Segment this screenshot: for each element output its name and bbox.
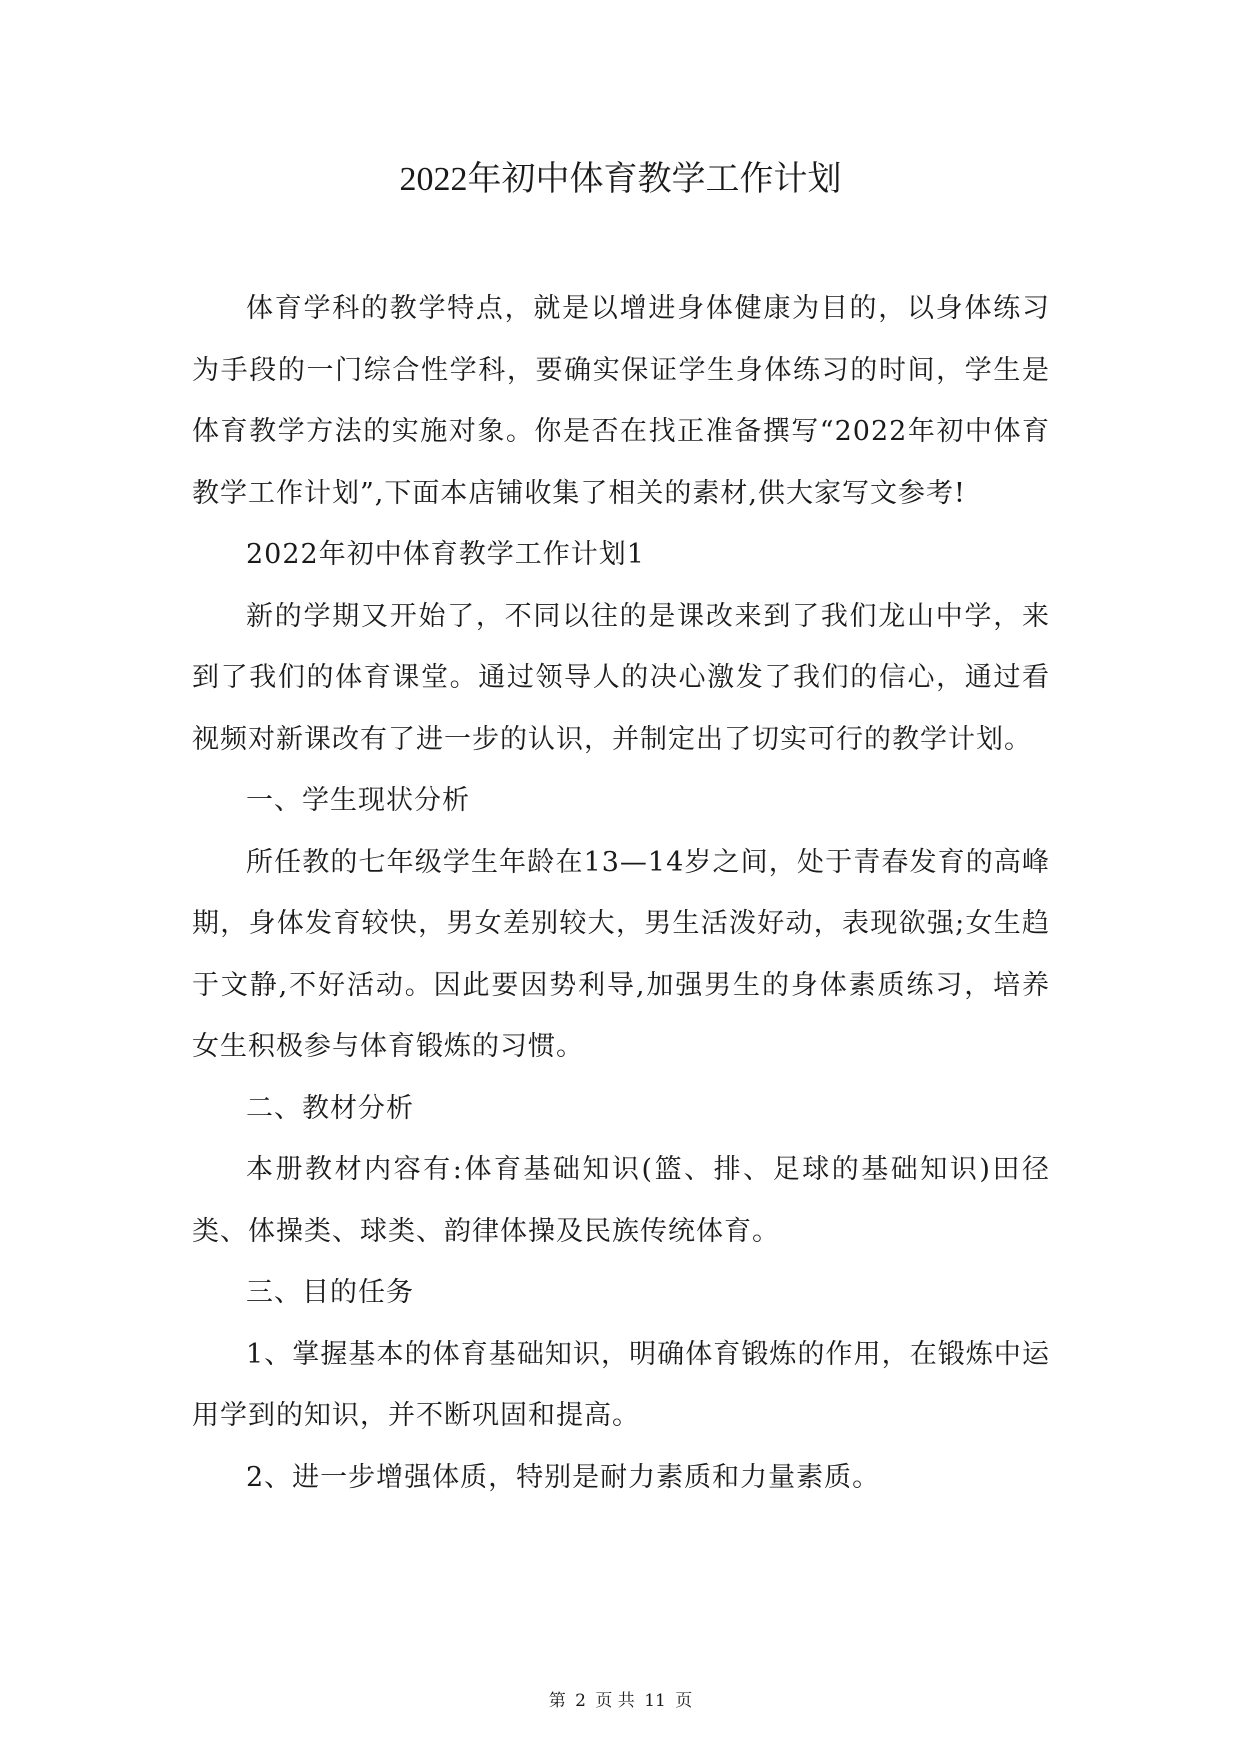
section-heading-student-analysis: 一、学生现状分析 [246,785,470,816]
footer-total-pages: 11 [644,1691,666,1711]
section-heading-objectives: 三、目的任务 [246,1277,414,1308]
paragraph-textbook-analysis: 本册教材内容有:体育基础知识(篮、排、足球的基础知识)田径类、体操类、球类、韵律体操及民族传统体育。 [192,1154,1050,1247]
page-footer [0,1690,1241,1712]
section-heading-textbook-analysis: 二、教材分析 [246,1092,414,1124]
footer-suffix: 页 [675,1691,693,1711]
footer-prefix: 第 [548,1691,566,1711]
footer-middle: 页 共 [595,1691,635,1711]
document-title: 2022年初中体育教学工作计划 [399,161,842,198]
paragraph-objective-1: 1、掌握基本的体育基础知识，明确体育锻炼的作用，在锻炼中运用学到的知识，并不断巩固和提高。 [192,1338,1050,1431]
paragraph-new-semester: 新的学期又开始了，不同以往的是课改来到了我们龙山中学，来到了我们的体育课堂。通过领导人的决心激发了我们的信心，通过看视频对新课改有了进一步的认识，并制定出了切实可行的教学计划。 [192,600,1050,755]
section-heading-plan-1: 2022年初中体育教学工作计划1 [246,539,645,570]
document-body [192,278,1050,1508]
footer-page-number: 2 [575,1691,586,1711]
paragraph-intro: 体育学科的教学特点，就是以增进身体健康为目的，以身体练习为手段的一门综合性学科，要确实保证学生身体练习的时间，学生是体育教学方法的实施对象。你是否在找正准备撰写“2022年初中体育教学工作计划”,下面本店铺收集了相关的素材,供大家写文参考! [192,293,1050,509]
paragraph-objective-2: 2、进一步增强体质，特别是耐力素质和力量素质。 [246,1461,881,1493]
paragraph-student-analysis: 所任教的七年级学生年龄在13—14岁之间，处于青春发育的高峰期，身体发育较快，男女差别较大，男生活泼好动，表现欲强;女生趋于文静,不好活动。因此要因势利导,加强男生的身体素质练习，培养女生积极参与体育锻炼的习惯。 [192,846,1050,1062]
